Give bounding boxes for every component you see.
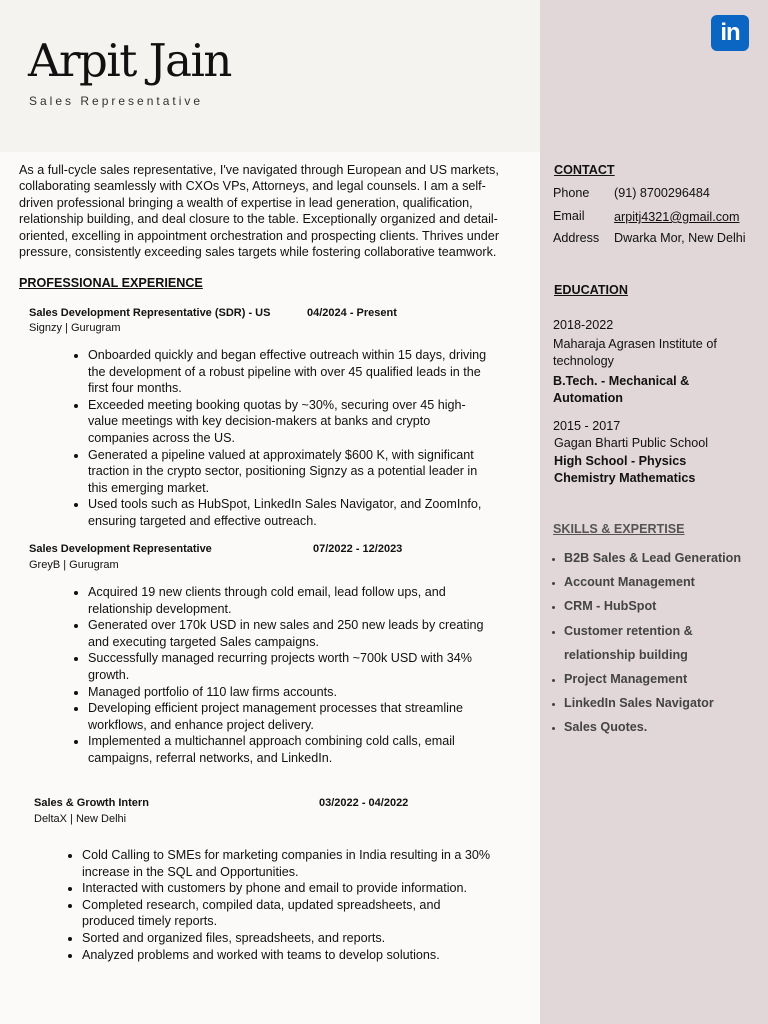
education-degree: B.Tech. - Mechanical & Automation — [553, 374, 690, 405]
list-item: • Developing efficient project management processes that streamline workflows, and enhance project delivery. — [88, 700, 493, 733]
list-item: • Onboarded quickly and began effective outreach within 15 days, driving the development of a robust pipeline with over 45 qualified leads in the first four months. — [88, 347, 488, 397]
list-item: • Used tools such as HubSpot, LinkedIn Sales Navigator, and ZoomInfo, ensuring targeted and effective outreach. — [88, 496, 488, 529]
education-school: Maharaja Agrasen Institute of technology — [553, 337, 717, 368]
job-bullets — [70, 347, 488, 530]
education-years: 2018-2022 — [553, 318, 614, 332]
education-degree: High School - Physics Chemistry Mathematics — [554, 454, 696, 485]
skill-item: • CRM - HubSpot — [564, 594, 768, 618]
experience-heading: PROFESSIONAL EXPERIENCE — [19, 276, 203, 290]
phone-value: (91) 8700296484 — [614, 186, 710, 200]
job-company: DeltaX | New Delhi — [34, 813, 127, 825]
list-item: • Acquired 19 new clients through cold email, lead follow ups, and relationship development. — [88, 584, 493, 617]
skill-item: • B2B Sales & Lead Generation — [564, 546, 768, 570]
list-item: • Implemented a multichannel approach combining cold calls, email campaigns, referral networks, and LinkedIn. — [88, 733, 493, 766]
list-item: • Generated a pipeline valued at approximately $600 K, with significant traction in the crypto sector, positioning Signzy as a potential leader in this emerging market. — [88, 447, 488, 497]
job-title: Sales Development Representative — [29, 543, 212, 555]
skills-list — [550, 546, 768, 740]
job-title: Sales Development Representative (SDR) - US — [29, 307, 271, 319]
list-item: • Interacted with customers by phone and email to provide information. — [82, 880, 492, 897]
job-dates: 04/2024 - Present — [307, 307, 397, 319]
email-link[interactable]: arpitj4321@gmail.com — [614, 210, 740, 224]
candidate-title: Sales Representative — [29, 94, 204, 108]
skill-item: • Project Management — [564, 667, 768, 691]
phone-label: Phone — [553, 186, 590, 200]
job-company: Signzy | Gurugram — [29, 322, 121, 334]
job-title: Sales & Growth Intern — [34, 797, 149, 809]
contact-heading: CONTACT — [554, 163, 615, 177]
education-years: 2015 - 2017 — [553, 419, 621, 433]
address-label: Address — [553, 231, 600, 245]
list-item: • Managed portfolio of 110 law firms accounts. — [88, 684, 493, 701]
list-item: • Sorted and organized files, spreadsheets, and reports. — [82, 930, 492, 947]
list-item: • Cold Calling to SMEs for marketing companies in India resulting in a 30% increase in the SQL and Opportunities. — [82, 847, 492, 880]
email-label: Email — [553, 209, 585, 223]
job-company: GreyB | Gurugram — [29, 559, 119, 571]
sidebar — [540, 0, 768, 1024]
list-item: • Completed research, compiled data, updated spreadsheets, and produced timely reports. — [82, 897, 492, 930]
skill-item: • Sales Quotes. — [564, 715, 768, 739]
candidate-name: Arpit Jain — [28, 34, 231, 87]
list-item: • Generated over 170k USD in new sales and 250 new leads by creating and executing targeted Sales campaigns. — [88, 617, 493, 650]
job-bullets — [70, 584, 493, 767]
education-school: Gagan Bharti Public School — [554, 436, 709, 450]
job-dates: 07/2022 - 12/2023 — [313, 543, 403, 555]
skill-item: • Account Management — [564, 570, 768, 594]
list-item: • Exceeded meeting booking quotas by ~30%, securing over 45 high-value meetings with key decision-makers at banks and crypto companies across the US. — [88, 397, 488, 447]
job-dates: 03/2022 - 04/2022 — [319, 797, 409, 809]
list-item: • Analyzed problems and worked with teams to develop solutions. — [82, 947, 492, 964]
list-item: • Successfully managed recurring projects worth ~700k USD with 34% growth. — [88, 650, 493, 683]
summary-paragraph: As a full-cycle sales representative, I've navigated through European and US markets, collaborating seamlessly with CXOs VPs, Attorneys, and legal counsels. I am a self-driven professional bringing a wealth of expertise in lead generation, qualification, relationship building, and deal closure to the table. Exceptionally organized and detail-oriented, excelling in appointment orchestration and prospecting clients. Thrives under pressure, consistently exceeding sales targets while fostering collaborative teamwork. — [19, 163, 500, 260]
skill-item: • Customer retention & relationship building — [564, 619, 724, 667]
address-value: Dwarka Mor, New Delhi — [614, 231, 746, 245]
linkedin-icon[interactable]: in — [711, 15, 749, 51]
skills-heading: SKILLS & EXPERTISE — [553, 522, 685, 536]
job-bullets — [64, 847, 492, 963]
education-heading: EDUCATION — [554, 283, 628, 297]
skill-item: • LinkedIn Sales Navigator — [564, 691, 768, 715]
